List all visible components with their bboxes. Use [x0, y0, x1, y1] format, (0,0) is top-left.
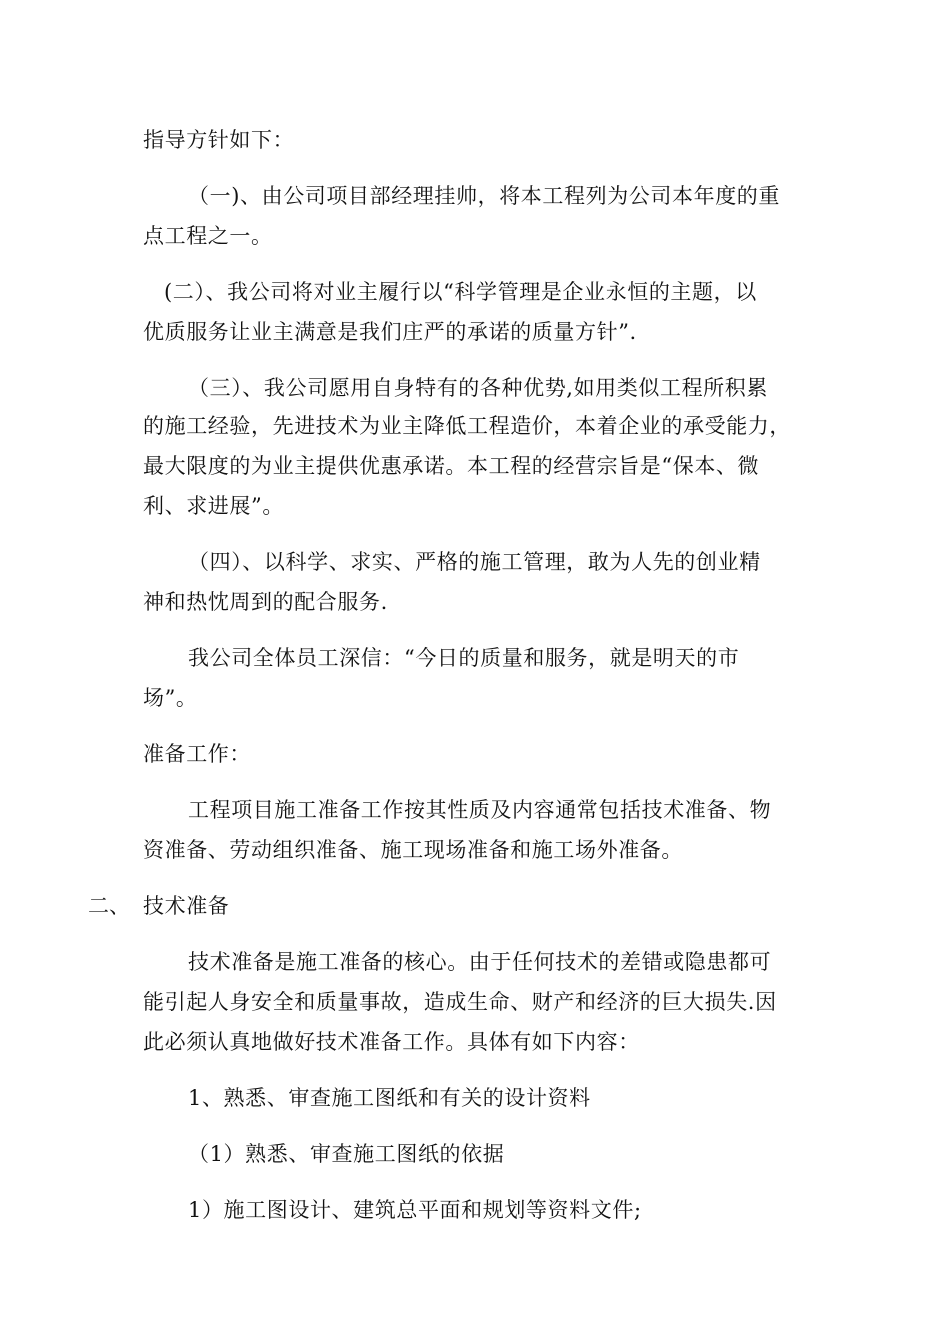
sub-item-1: 1、熟悉、审查施工图纸和有关的设计资料	[188, 1086, 591, 1110]
tech-line2: 能引起人身安全和质量事故，造成生命、财产和经济的巨大损失.因	[143, 990, 777, 1014]
item2-line1: (二）、我公司将对业主履行以“科学管理是企业永恒的主题，以	[164, 280, 757, 304]
item3-line4: 利、求进展”。	[143, 494, 284, 518]
item4-line2: 神和热忱周到的配合服务.	[143, 590, 388, 614]
section2-number: 二、	[88, 894, 130, 918]
guideline-heading: 指导方针如下：	[143, 128, 295, 152]
belief-line2: 场”。	[143, 686, 198, 710]
item2-line2: 优质服务让业主满意是我们庄严的承诺的质量方针”.	[143, 320, 637, 344]
tech-line1: 技术准备是施工准备的核心。由于任何技术的差错或隐患都可	[188, 950, 772, 974]
item3-line1: （三）、我公司愿用自身特有的各种优势,如用类似工程所积累	[188, 376, 768, 400]
prep-line1: 工程项目施工准备工作按其性质及内容通常包括技术准备、物	[188, 798, 772, 822]
item3-line3: 最大限度的为业主提供优惠承诺。本工程的经营宗旨是“保本、微	[143, 454, 760, 478]
section2-title: 技术准备	[143, 894, 230, 918]
sub-item-1-1-1: 1）施工图设计、建筑总平面和规划等资料文件;	[188, 1198, 642, 1222]
item1-line2: 点工程之一。	[143, 224, 273, 248]
sub-item-1-1: （1）熟悉、审查施工图纸的依据	[188, 1142, 505, 1166]
item1-line1: （一)、由公司项目部经理挂帅，将本工程列为公司本年度的重	[188, 184, 780, 208]
item3-line2: 的施工经验，先进技术为业主降低工程造价，本着企业的承受能力，	[143, 414, 791, 438]
prep-heading: 准备工作：	[143, 742, 251, 766]
prep-line2: 资准备、劳动组织准备、施工现场准备和施工场外准备。	[143, 838, 683, 862]
belief-line1: 我公司全体员工深信：“今日的质量和服务，就是明天的市	[188, 646, 740, 670]
tech-line3: 此必须认真地做好技术准备工作。具体有如下内容：	[143, 1030, 640, 1054]
item4-line1: （四）、以科学、求实、严格的施工管理，敢为人先的创业精	[188, 550, 761, 574]
